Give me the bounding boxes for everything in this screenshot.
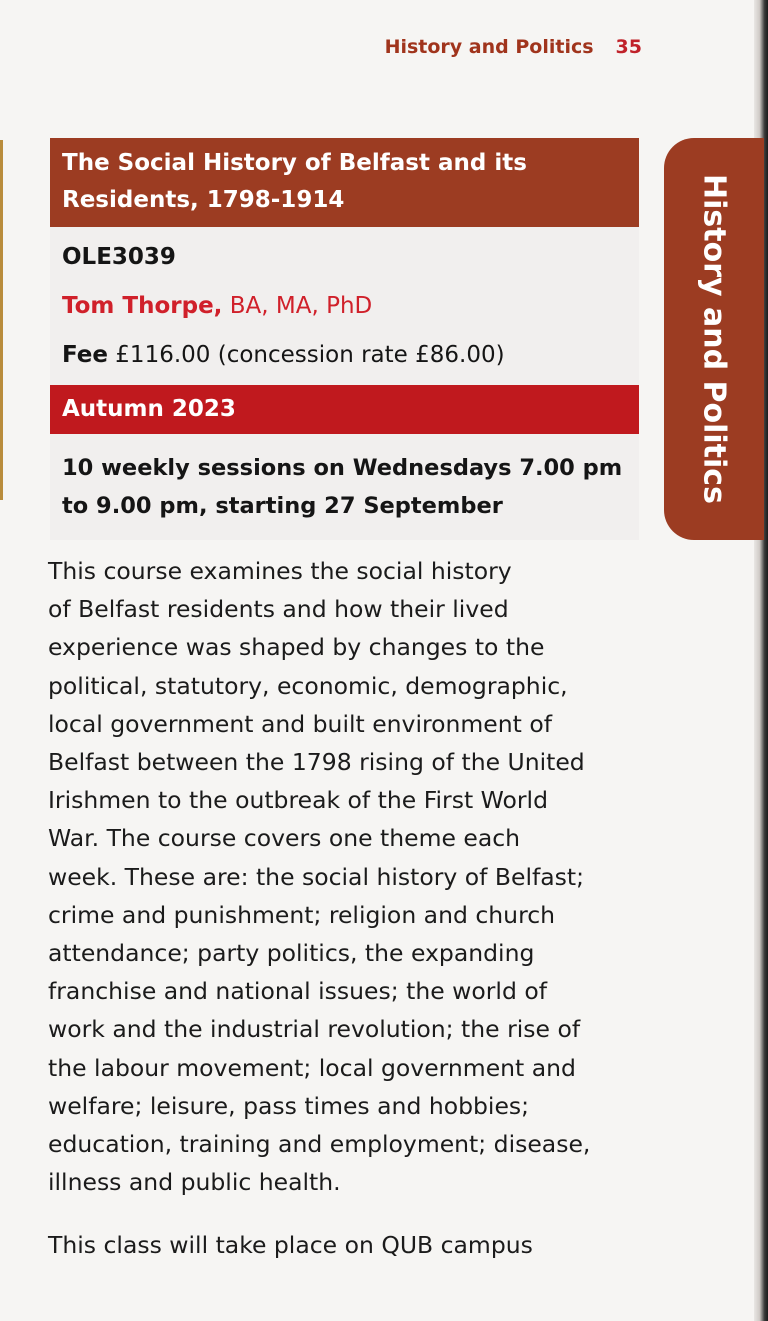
fee-value: £116.00 (concession rate £86.00): [115, 342, 505, 368]
page-number: 35: [615, 36, 642, 58]
description-line: week. These are: the social history of Belfast;: [48, 862, 585, 891]
description-line: education, training and employment; disease,: [48, 1130, 591, 1159]
running-head: [0, 36, 642, 58]
description-line: illness and public health.: [48, 1168, 341, 1197]
course-description: [48, 552, 634, 1201]
schedule: [62, 449, 632, 525]
description-line: crime and punishment; religion and church: [48, 900, 556, 929]
tutor-qualifications: BA, MA, PhD: [229, 293, 373, 319]
fee-line: [62, 342, 505, 368]
description-line: War. The course covers one theme each: [48, 824, 521, 853]
description-line: Irishmen to the outbreak of the First World: [48, 786, 548, 815]
description-line: local government and built environment of: [48, 709, 552, 738]
description-line: experience was shaped by changes to the: [48, 633, 545, 662]
tutor-name: Tom Thorpe,: [62, 293, 223, 319]
course-title-line: Residents, 1798-1914: [62, 187, 345, 213]
description-line: Belfast between the 1798 rising of the United: [48, 748, 585, 777]
description-line: of Belfast residents and how their lived: [48, 595, 509, 624]
course-title-bar: [50, 138, 639, 227]
running-head-section: History and Politics: [384, 36, 594, 58]
schedule-line: to 9.00 pm, starting 27 September: [62, 493, 503, 519]
left-page-edge: [0, 140, 3, 500]
term-bar: Autumn 2023: [50, 385, 639, 434]
course-title-line: The Social History of Belfast and its: [62, 150, 527, 176]
description-line: work and the industrial revolution; the rise of: [48, 1015, 581, 1044]
description-line: political, statutory, economic, demographic,: [48, 671, 568, 700]
description-line: attendance; party politics, the expanding: [48, 939, 535, 968]
description-line: welfare; leisure, pass times and hobbies;: [48, 1091, 530, 1120]
description-line: the labour movement; local government and: [48, 1053, 576, 1082]
course-info-box: [50, 138, 639, 540]
section-tab-label-wrap: [664, 138, 764, 540]
class-location: This class will take place on QUB campus: [48, 1231, 533, 1259]
section-tab-label: History and Politics: [696, 174, 732, 504]
description-line: franchise and national issues; the world of: [48, 977, 547, 1006]
schedule-line: 10 weekly sessions on Wednesdays 7.00 pm: [62, 455, 623, 481]
description-line: This course examines the social history: [48, 557, 512, 585]
fee-label: Fee: [62, 342, 108, 368]
tutor-line: [62, 293, 372, 319]
course-code: OLE3039: [62, 244, 176, 270]
